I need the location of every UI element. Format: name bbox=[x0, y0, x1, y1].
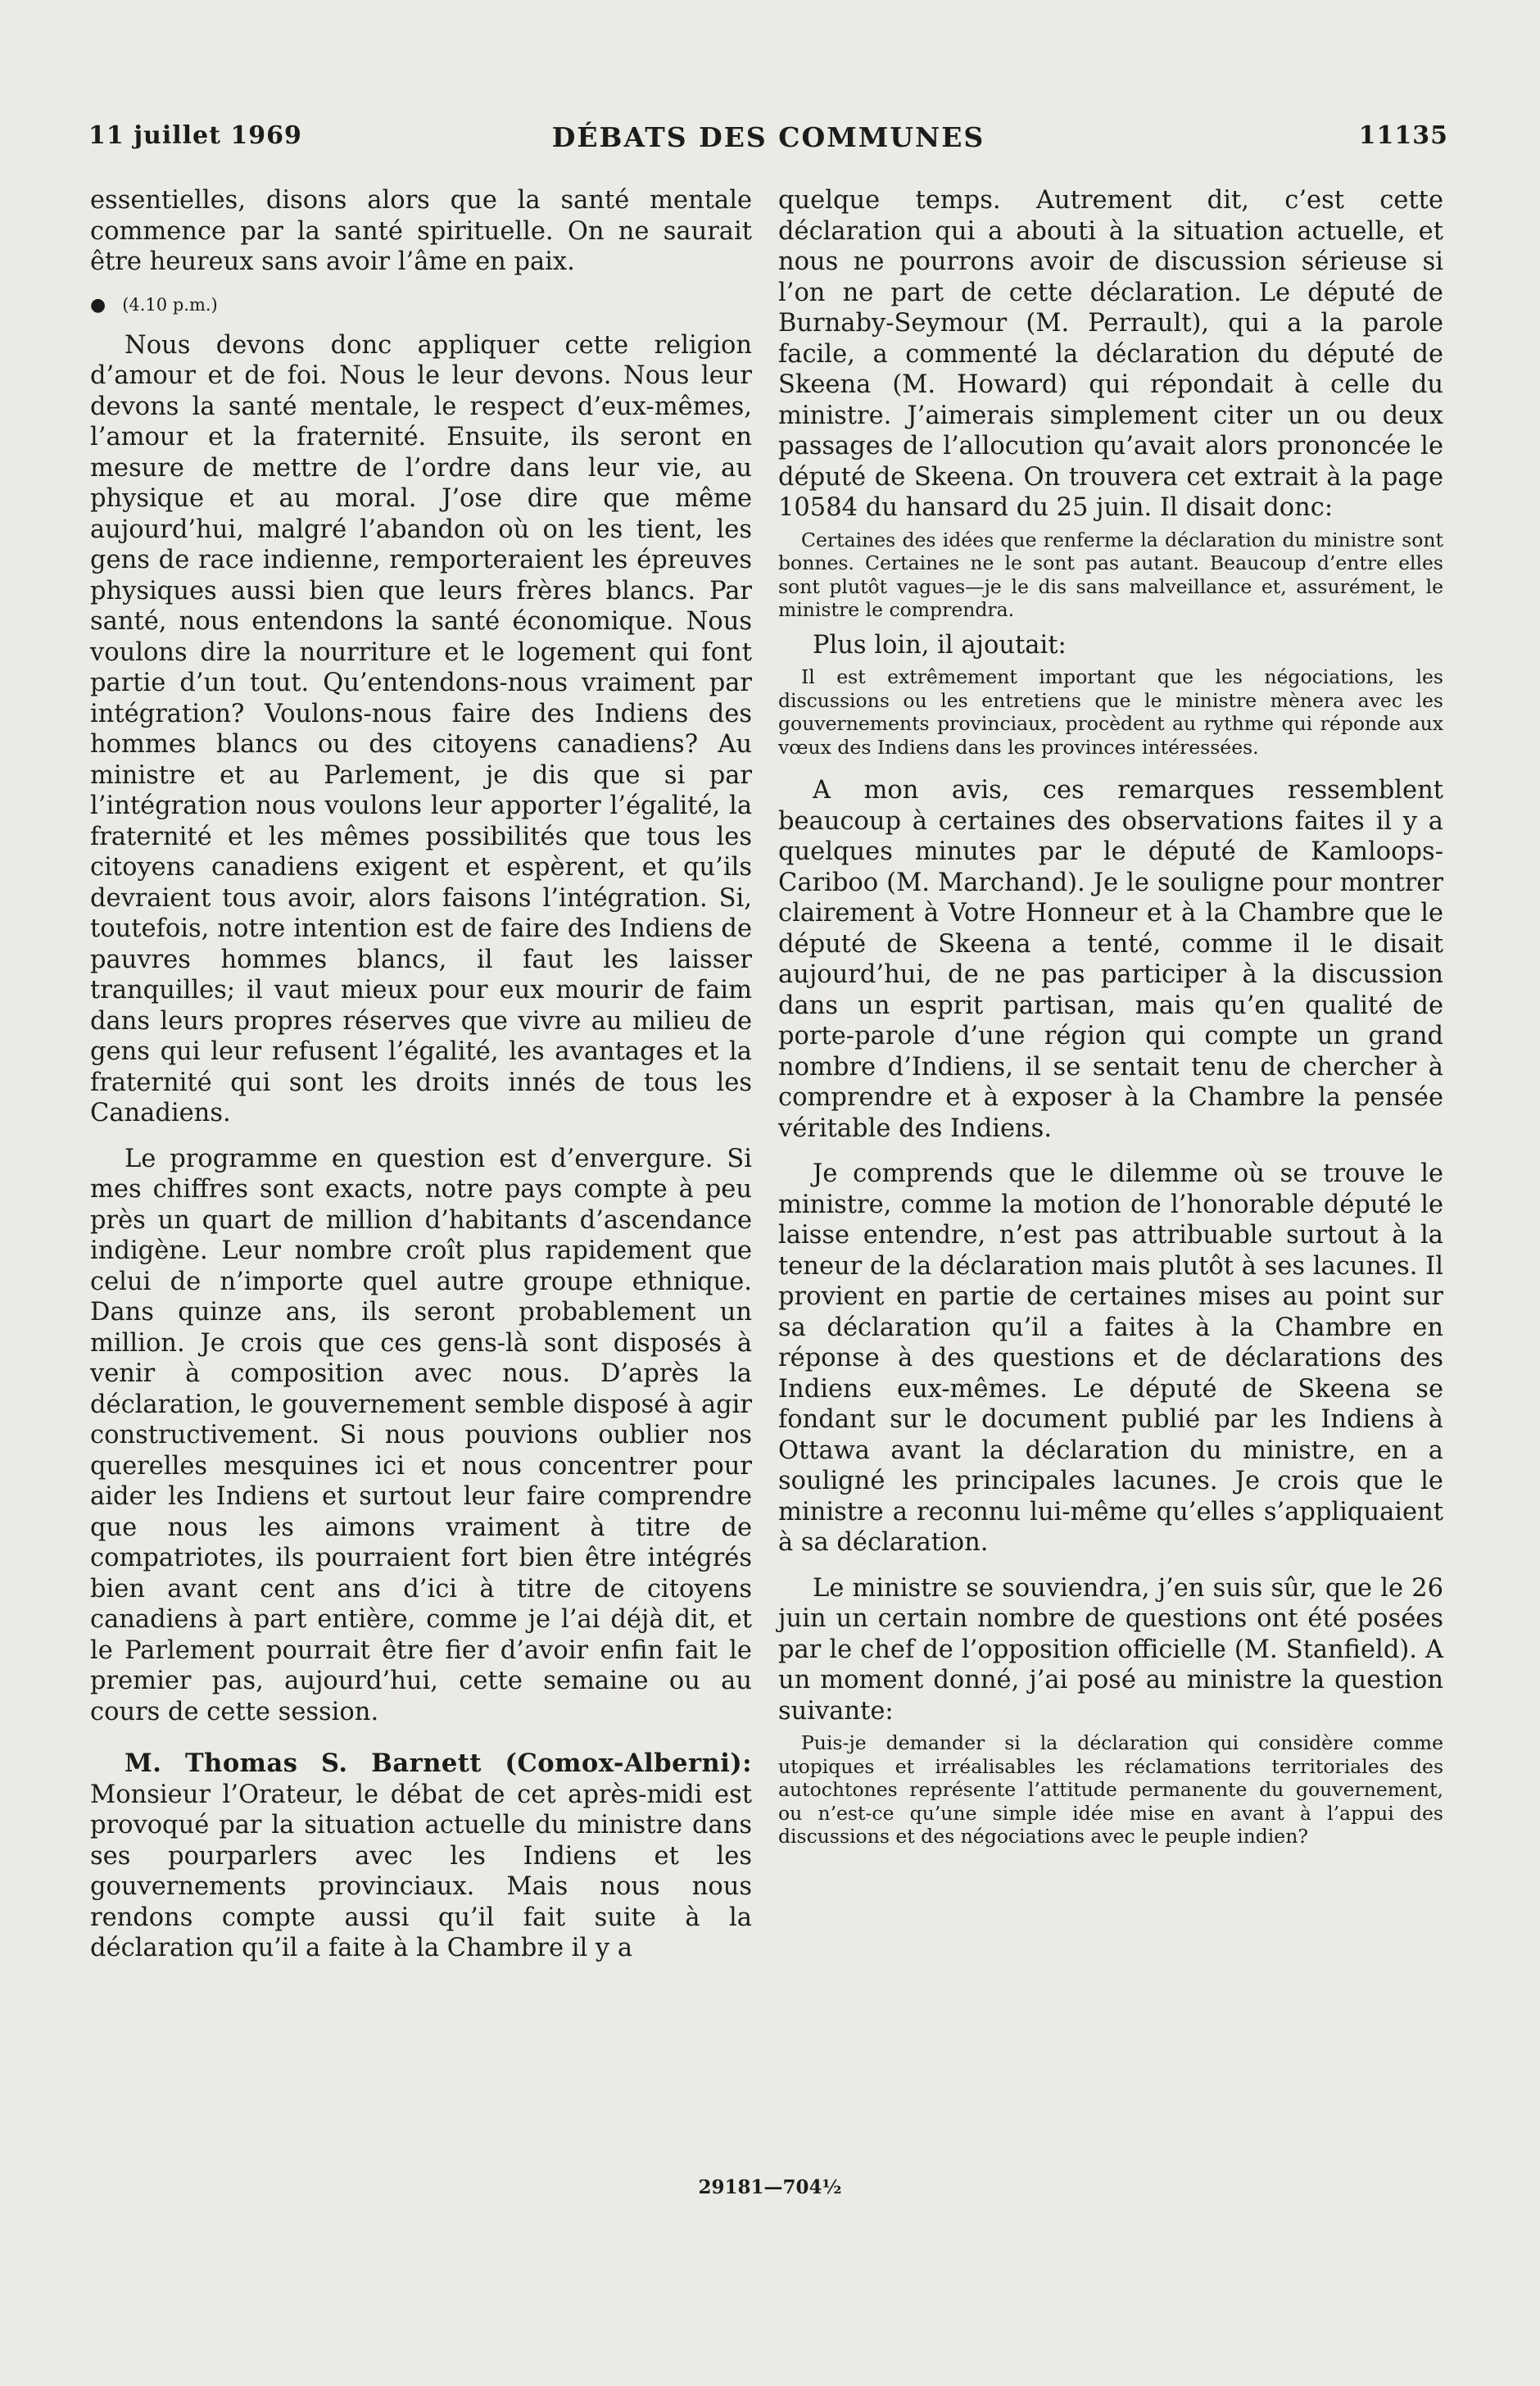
time-marker-text: (4.10 p.m.) bbox=[122, 294, 218, 315]
right-paragraph-4: Je comprends que le dilemme où se trouve le ministre, comme la motion de l’honorable député le laisse entendre, n’est pas attribuable surtout à la teneur de la déclaration mais plutôt à ses lacunes. Il provient en partie de certaines mises au point sur sa déclaration qu’il a faites à la Chambre en réponse à des questions et de déclarations des Indiens eux-mêmes. Le député de Skeena se fondant sur le document publié par les Indiens à Ottawa avant la déclaration du ministre, en a souligné les principales lacunes. Je crois que le ministre a reconnu lui-même qu’elles s’appliquaient à sa déclaration. bbox=[778, 1159, 1443, 1557]
left-column bbox=[90, 185, 752, 1964]
right-paragraph-1: quelque temps. Autrement dit, c’est cette déclaration qui a abouti à la situation actuelle, et nous ne pourrons avoir de discussion sérieuse si l’on ne part de cette déclaration. Le député de Burnaby-Seymour (M. Perrault), qui a la parole facile, a commenté la déclaration du député de Skeena (M. Howard) qui répondait à celle du ministre. J’aimerais simplement citer un ou deux passages de l’allocution qu’avait alors prononcée le député de Skeena. On trouvera cet extrait à la page 10584 du hansard du 25 juin. Il disait donc: bbox=[778, 186, 1443, 522]
page-header bbox=[88, 121, 1448, 159]
right-column bbox=[778, 185, 1443, 1857]
quote-2: Il est extrêmement important que les négociations, les discussions ou les entretiens que le ministre mènera avec les gouvernements provinciaux, procèdent au rythme qui réponde aux vœux des Indiens dans les provinces intéressées. bbox=[778, 665, 1443, 759]
speaker-paragraph bbox=[90, 1749, 752, 1964]
spacer bbox=[778, 1558, 1443, 1573]
quote-1: Certaines des idées que renferme la déclaration du ministre sont bonnes. Certaines ne le sont pas autant. Beaucoup d’entre elles sont plutôt vagues—je le dis sans malveillance et, assurément, le ministre le comprendra. bbox=[778, 528, 1443, 621]
left-paragraph-2: Nous devons donc appliquer cette religion d’amour et de foi. Nous le leur devons. Nous leur devons la santé mentale, le respect d’eux-mêmes, l’amour et la fraternité. Ensuite, ils seront en mesure de mettre de l’ordre dans leur vie, au physique et au moral. J’ose dire que même aujourd’hui, malgré l’abandon où on les tient, les gens de race indienne, remporteraient les épreuves physiques aussi bien que leurs frères blancs. Par santé, nous entendons la santé économique. Nous voulons dire la nourriture et le logement qui font partie d’un tout. Qu’entendons-nous vraiment par intégration? Voulons-nous faire des Indiens des hommes blancs ou des citoyens canadiens? Au ministre et au Parlement, je dis que si par l’intégration nous voulons leur apporter l’égalité, la fraternité et les mêmes possibilités que tous les citoyens canadiens exigent et espèrent, et qu’ils devraient tous avoir, alors faisons l’intégration. Si, toutefois, notre intention est de faire des Indiens de pauvres hommes blancs, il faut les laisser tranquilles; il vaut mieux pour eux mourir de faim dans leurs propres réserves que vivre au milieu de gens qui leur refusent l’égalité, les avantages et la fraternité qui sont les droits innés de tous les Canadiens. bbox=[90, 330, 752, 1127]
right-paragraph-5: Le ministre se souviendra, j’en suis sûr, que le 26 juin un certain nombre de questions ont été posées par le chef de l’opposition officielle (M. Stanfield). A un moment donné, j’ai posé au ministre la question suivante: bbox=[778, 1573, 1443, 1726]
bullet-icon: ● bbox=[90, 294, 106, 315]
right-paragraph-2: Plus loin, il ajoutait: bbox=[813, 630, 1067, 660]
header-page-number: 11135 bbox=[1358, 121, 1448, 150]
time-marker bbox=[90, 288, 752, 322]
header-title: DÉBATS DES COMMUNES bbox=[551, 121, 985, 153]
spacer bbox=[90, 1727, 752, 1749]
right-paragraph-3: A mon avis, ces remarques ressemblent beaucoup à certaines des observations faites il y a quelques minutes par le député de Kamloops-Cariboo (M. Marchand). Je le souligne pour montrer clairement à Votre Honneur et à la Chambre que le député de Skeena a tenté, comme il le disait aujourd’hui, de ne pas participer à la discussion dans un esprit partisan, mais qu’en qualité de porte-parole d’une région qui compte un grand nombre d’Indiens, il se sentait tenu de chercher à comprendre et à exposer à la Chambre la pensée véritable des Indiens. bbox=[778, 776, 1443, 1143]
page-footer: 29181—704½ bbox=[698, 2176, 842, 2198]
speaker-text: Monsieur l’Orateur, le débat de cet après-midi est provoqué par la situation actuelle du ministre dans ses pourparlers avec les Indiens et les gouvernements provinciaux. Mais nous nous rendons compte aussi qu’il fait suite à la déclaration qu’il a faite à la Chambre il y a bbox=[90, 1780, 752, 1962]
header-date: 11 juillet 1969 bbox=[88, 121, 302, 150]
speaker-name: M. Thomas S. Barnett (Comox-Alberni): bbox=[125, 1749, 752, 1778]
left-paragraph-3: Le programme en question est d’envergure. Si mes chiffres sont exacts, notre pays compte à peu près un quart de million d’habitants d’ascendance indigène. Leur nombre croît plus rapidement que celui de n’importe quel autre groupe ethnique. Dans quinze ans, ils seront probablement un million. Je crois que ces gens-là sont disposés à venir à composition avec nous. D’après la déclaration, le gouvernement semble disposé à agir constructivement. Si nous pouvions oublier nos querelles mesquines ici et nous concentrer pour aider les Indiens et surtout leur faire comprendre que nous les aimons vraiment à titre de compatriotes, ils pourraient fort bien être intégrés bien avant cent ans d’ici à titre de citoyens canadiens à part entière, comme je l’ai déjà dit, et le Parlement pourrait être fier d’avoir enfin fait le premier pas, aujourd’hui, cette semaine ou au cours de cette session. bbox=[90, 1144, 752, 1726]
spacer bbox=[778, 1144, 1443, 1159]
spacer bbox=[90, 1129, 752, 1144]
left-paragraph-1: essentielles, disons alors que la santé mentale commence par la santé spirituelle. On ne saurait être heureux sans avoir l’âme en paix. bbox=[90, 186, 752, 276]
quote-3: Puis-je demander si la déclaration qui considère comme utopiques et irréalisables les réclamations territoriales des autochtones représente l’attitude permanente du gouvernement, ou n’est-ce qu’une simple idée mise en avant à l’appui des discussions et des négociations avec le peuple indien? bbox=[778, 1731, 1443, 1848]
